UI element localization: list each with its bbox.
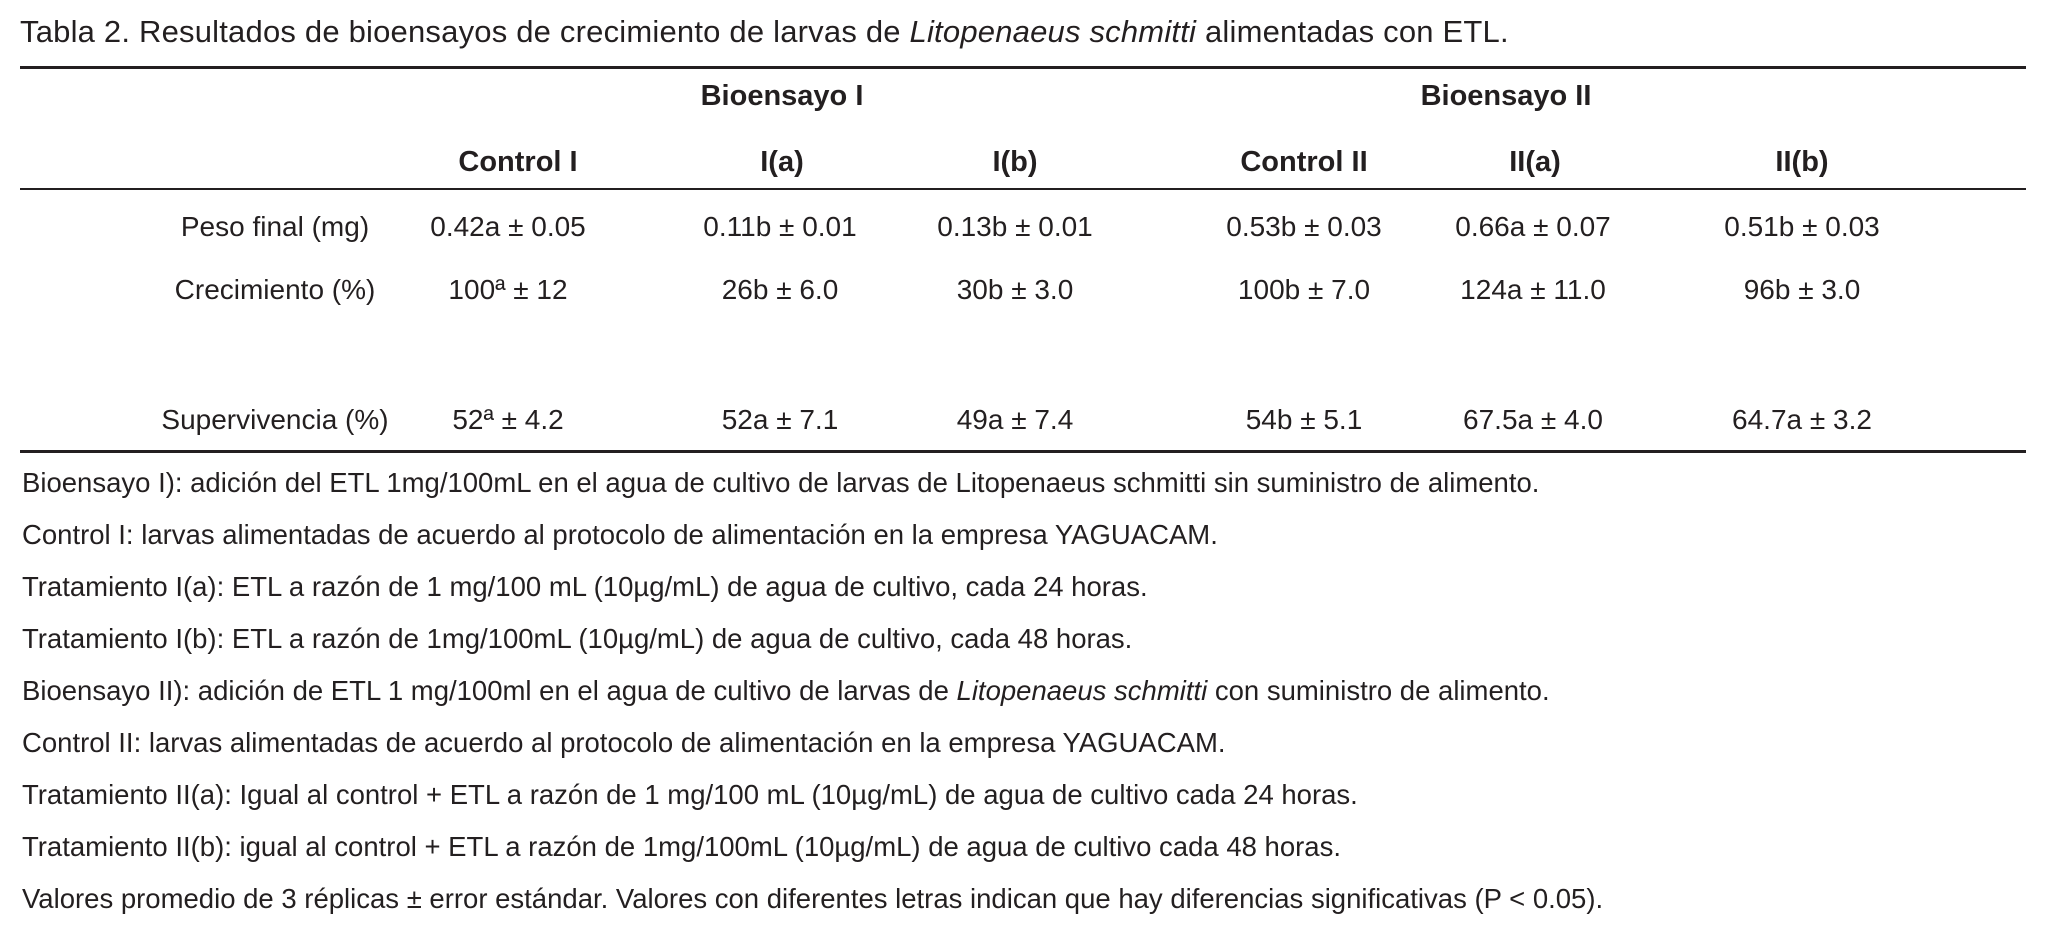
footnote-tratamiento-ii-b: Tratamiento II(b): igual al control + ETL a razón de 1mg/100mL (10µg/mL) de agua de cultivo cada 48 horas.	[22, 831, 1341, 862]
row-label-supervivencia: Supervivencia (%)	[161, 404, 389, 435]
column-header-i-b: I(b)	[992, 146, 1038, 178]
top-rule	[20, 66, 2026, 69]
table-cell: 100b ± 7.0	[1237, 274, 1371, 305]
table-cell: 64.7a ± 3.2	[1732, 404, 1872, 435]
column-header-control-2: Control II	[1240, 146, 1368, 178]
table-caption	[20, 14, 1509, 50]
caption-species: Litopenaeus schmitti	[909, 14, 1197, 49]
footnote-control-2: Control II: larvas alimentadas de acuerdo al protocolo de alimentación en la empresa YAGUACAM.	[22, 727, 1226, 758]
group-header-bioensayo-1: Bioensayo I	[700, 80, 864, 112]
table-cell: 0.51b ± 0.03	[1724, 211, 1880, 242]
footnote-tratamiento-i-a: Tratamiento I(a): ETL a razón de 1 mg/100 mL (10µg/mL) de agua de cultivo, cada 24 horas.	[22, 571, 1148, 602]
table-cell: 26b ± 6.0	[721, 274, 839, 305]
table-cell: 96b ± 3.0	[1743, 274, 1861, 305]
table-cell: 0.42a ± 0.05	[430, 211, 586, 242]
caption-suffix: alimentadas con ETL.	[1196, 14, 1509, 49]
column-header-i-a: I(a)	[760, 146, 804, 178]
table-cell: 100ª ± 12	[448, 274, 568, 305]
table-cell: 52a ± 7.1	[721, 404, 839, 435]
table-cell: 124a ± 11.0	[1460, 274, 1606, 305]
column-header-ii-b: II(b)	[1775, 146, 1829, 178]
column-header-ii-a: II(a)	[1509, 146, 1561, 178]
bottom-rule	[20, 450, 2026, 453]
header-rule	[20, 188, 2026, 190]
footnote-tratamiento-i-b: Tratamiento I(b): ETL a razón de 1mg/100mL (10µg/mL) de agua de cultivo, cada 48 horas.	[22, 623, 1133, 654]
footnote-control-1: Control I: larvas alimentadas de acuerdo al protocolo de alimentación en la empresa YAGUACAM.	[22, 519, 1218, 550]
row-label-peso-final: Peso final (mg)	[180, 211, 370, 242]
table-cell: 67.5a ± 4.0	[1463, 404, 1603, 435]
table-cell: 30b ± 3.0	[956, 274, 1074, 305]
footnote-bioensayo-2-post: con suministro de alimento.	[1207, 675, 1550, 706]
footnote-tratamiento-ii-a: Tratamiento II(a): Igual al control + ETL a razón de 1 mg/100 mL (10µg/mL) de agua de cultivo cada 24 horas.	[22, 779, 1358, 810]
table-cell: 52ª ± 4.2	[452, 404, 564, 435]
table-cell: 54b ± 5.1	[1245, 404, 1363, 435]
group-header-bioensayo-2: Bioensayo II	[1420, 80, 1592, 112]
footnote-bioensayo-2-pre: Bioensayo II): adición de ETL 1 mg/100ml en el agua de cultivo de larvas de	[22, 675, 957, 706]
table-cell: 0.66a ± 0.07	[1455, 211, 1611, 242]
caption-prefix: Tabla 2. Resultados de bioensayos de crecimiento de larvas de	[20, 14, 910, 49]
table-cell: 49a ± 7.4	[956, 404, 1074, 435]
table-cell: 0.53b ± 0.03	[1226, 211, 1382, 242]
footnote-bioensayo-2-species: Litopenaeus schmitti	[956, 675, 1208, 706]
row-label-crecimiento: Crecimiento (%)	[174, 274, 376, 305]
table-cell: 0.13b ± 0.01	[937, 211, 1093, 242]
footnote-valores: Valores promedio de 3 réplicas ± error estándar. Valores con diferentes letras indican que hay diferencias significativas (P < 0.05).	[22, 883, 1604, 914]
table-cell: 0.11b ± 0.01	[703, 211, 857, 242]
footnote-bioensayo-1: Bioensayo I): adición del ETL 1mg/100mL en el agua de cultivo de larvas de Litopenaeus schmitti sin suministro de alimento.	[22, 467, 1540, 498]
column-header-control-1: Control I	[458, 146, 578, 178]
footnote-bioensayo-2	[22, 675, 1550, 707]
